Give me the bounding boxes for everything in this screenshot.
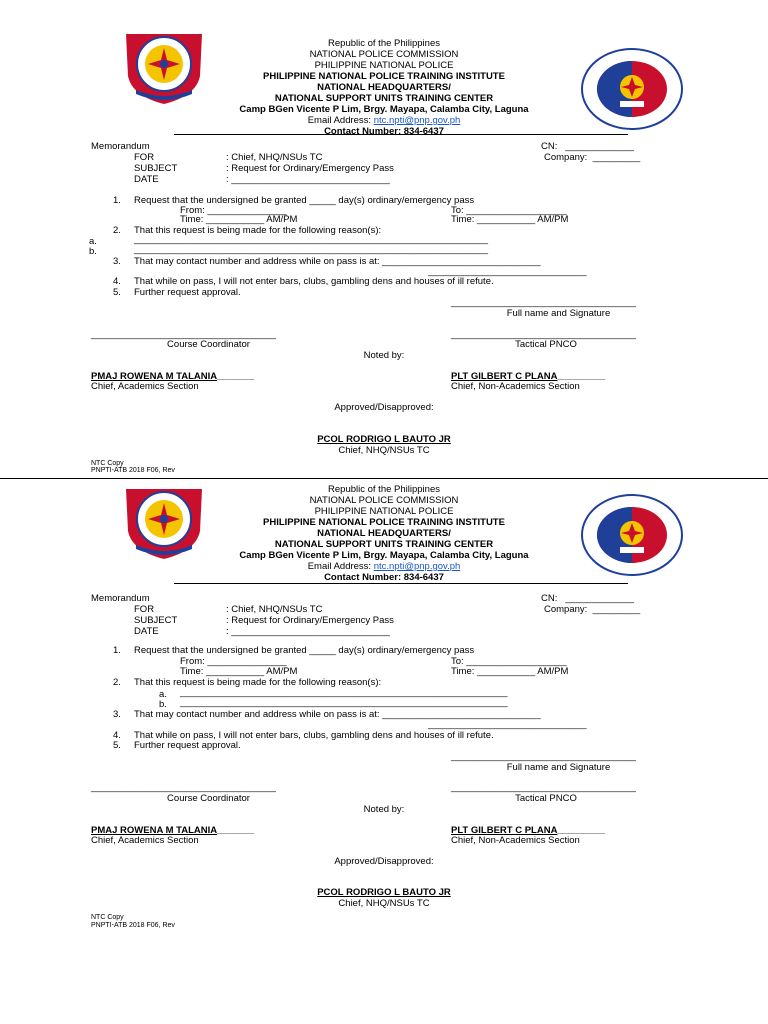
item-5-number: 5. xyxy=(113,287,121,298)
form-copy-1 xyxy=(0,0,768,454)
footer-code-2: PNPTI-ATB 2018 F06, Rev xyxy=(91,922,175,929)
from-field: From: _______________ xyxy=(180,656,287,667)
academics-chief-name: PMAJ ROWENA M TALANIA_______ xyxy=(91,825,255,836)
reason-b-line: ___________________________________________________________________ xyxy=(134,244,488,255)
memo-subject-label: SUBJECT xyxy=(134,615,178,626)
item-5-text: Further request approval. xyxy=(134,740,241,751)
item-1-text: Request that the undersigned be granted _____ day(s) ordinary/emergency pass xyxy=(134,645,475,656)
reason-b-label: b. xyxy=(159,699,167,710)
non-academics-chief-title: Chief, Non-Academics Section xyxy=(451,835,580,846)
reason-a-line: ___________________________________________________________________ xyxy=(134,234,488,245)
memo-for-value: : Chief, NHQ/NSUs TC xyxy=(226,604,323,615)
memo-subject-label: SUBJECT xyxy=(134,163,178,174)
footer-copy-1: NTC Copy xyxy=(91,460,124,467)
header-nsutc: NATIONAL SUPPORT UNITS TRAINING CENTER xyxy=(274,93,494,104)
applicant-signature-label: Full name and Signature xyxy=(506,762,611,773)
item-3-number: 3. xyxy=(113,256,121,267)
memo-for-label: FOR xyxy=(134,152,155,163)
header-pnpti: PHILIPPINE NATIONAL POLICE TRAINING INSTITUTE xyxy=(263,71,505,82)
time-to-field: Time: ___________ AM/PM xyxy=(451,214,569,225)
header-nhq: NATIONAL HEADQUARTERS/ xyxy=(317,82,451,93)
header-republic: Republic of the Philippines xyxy=(328,38,440,49)
email-link[interactable]: ntc.npti@pnp.gov.ph xyxy=(373,561,461,572)
item-1-number: 1. xyxy=(113,195,121,206)
approved-disapproved: Approved/Disapproved: xyxy=(334,402,434,413)
to-field: To: ___________________ xyxy=(451,205,567,216)
reason-b-line: ______________________________________________________________ xyxy=(180,697,508,708)
header-contact: Contact Number: 834-6437 xyxy=(324,572,444,583)
academics-chief-name: PMAJ ROWENA M TALANIA_______ xyxy=(91,371,255,382)
footer-code-1: PNPTI-ATB 2018 F06, Rev xyxy=(91,467,175,474)
reason-b-label: b. xyxy=(89,246,97,257)
item-1-text: Request that the undersigned be granted _____ day(s) ordinary/emergency pass xyxy=(134,195,475,206)
pnco-label: Tactical PNCO xyxy=(515,793,577,804)
item-3-continuation: ______________________________ xyxy=(428,266,587,277)
cn-field: CN: _____________ xyxy=(541,593,634,604)
header-address: Camp BGen Vicente P Lim, Brgy. Mayapa, Calamba City, Laguna xyxy=(239,104,529,115)
item-3-text: That may contact number and address while on pass is at: ______________________________ xyxy=(134,256,541,267)
non-academics-chief-name: PLT GILBERT C PLANA_________ xyxy=(451,825,605,836)
item-3-text: That may contact number and address while on pass is at: ______________________________ xyxy=(134,709,541,720)
item-2-number: 2. xyxy=(113,225,121,236)
memo-title: Memorandum xyxy=(91,593,150,604)
reason-a-label: a. xyxy=(159,689,167,700)
header-pnp: PHILIPPINE NATIONAL POLICE xyxy=(314,506,454,517)
pnco-label: Tactical PNCO xyxy=(515,339,577,350)
pnco-signature-line: ___________________________________ xyxy=(451,329,636,340)
item-5-number: 5. xyxy=(113,740,121,751)
item-3-number: 3. xyxy=(113,709,121,720)
noted-by: Noted by: xyxy=(363,350,405,361)
header-email: Email Address: ntc.npti@pnp.gov.ph xyxy=(307,115,461,126)
memo-title: Memorandum xyxy=(91,141,150,152)
header-contact: Contact Number: 834-6437 xyxy=(324,126,444,137)
pnco-signature-line: ___________________________________ xyxy=(451,782,636,793)
memo-date-value: : ______________________________ xyxy=(226,626,390,637)
memo-subject-value: : Request for Ordinary/Emergency Pass xyxy=(226,163,394,174)
item-4-number: 4. xyxy=(113,276,121,287)
chief-name: PCOL RODRIGO L BAUTO JR xyxy=(317,434,451,445)
header-napolcom: NATIONAL POLICE COMMISSION xyxy=(309,495,459,506)
item-4-text: That while on pass, I will not enter bars, clubs, gambling dens and houses of ill refute. xyxy=(134,730,494,741)
email-link[interactable]: ntc.npti@pnp.gov.ph xyxy=(373,115,461,126)
header-nhq: NATIONAL HEADQUARTERS/ xyxy=(317,528,451,539)
non-academics-chief-name: PLT GILBERT C PLANA_________ xyxy=(451,371,605,382)
from-field: From: _______________ xyxy=(180,205,287,216)
company-field: Company: _________ xyxy=(544,152,641,163)
chief-name: PCOL RODRIGO L BAUTO JR xyxy=(317,887,451,898)
reason-a-line: ______________________________________________________________ xyxy=(180,687,508,698)
item-2-number: 2. xyxy=(113,677,121,688)
memo-for-label: FOR xyxy=(134,604,155,615)
coordinator-label: Course Coordinator xyxy=(167,793,250,804)
header-rule xyxy=(174,134,628,135)
header-email: Email Address: ntc.npti@pnp.gov.ph xyxy=(307,561,461,572)
header-republic: Republic of the Philippines xyxy=(328,484,440,495)
item-2-text: That this request is being made for the following reason(s): xyxy=(134,677,382,688)
item-2-text: That this request is being made for the following reason(s): xyxy=(134,225,382,236)
footer-copy-2: NTC Copy xyxy=(91,914,124,921)
item-3-continuation: ______________________________ xyxy=(428,719,587,730)
chief-title: Chief, NHQ/NSUs TC xyxy=(338,898,430,909)
company-field: Company: _________ xyxy=(544,604,641,615)
applicant-signature-line: ___________________________________ xyxy=(451,297,636,308)
time-from-field: Time: ___________ AM/PM xyxy=(180,214,298,225)
approved-disapproved: Approved/Disapproved: xyxy=(334,856,434,867)
to-field: To: ___________________ xyxy=(451,656,567,667)
applicant-signature-line: ___________________________________ xyxy=(451,751,636,762)
coordinator-label: Course Coordinator xyxy=(167,339,250,350)
cn-field: CN: _____________ xyxy=(541,141,634,152)
memo-subject-value: : Request for Ordinary/Emergency Pass xyxy=(226,615,394,626)
chief-title: Chief, NHQ/NSUs TC xyxy=(338,445,430,456)
form-copy-2 xyxy=(0,455,768,909)
time-from-field: Time: ___________ AM/PM xyxy=(180,666,298,677)
memo-date-value: : ______________________________ xyxy=(226,174,390,185)
memo-date-label: DATE xyxy=(134,626,159,637)
item-4-number: 4. xyxy=(113,730,121,741)
coordinator-signature-line: ___________________________________ xyxy=(91,329,276,340)
item-5-text: Further request approval. xyxy=(134,287,241,298)
academics-chief-title: Chief, Academics Section xyxy=(91,835,199,846)
academics-chief-title: Chief, Academics Section xyxy=(91,381,199,392)
item-1-number: 1. xyxy=(113,645,121,656)
memo-for-value: : Chief, NHQ/NSUs TC xyxy=(226,152,323,163)
reason-a-label: a. xyxy=(89,236,97,247)
header-rule xyxy=(174,583,628,584)
header-pnpti: PHILIPPINE NATIONAL POLICE TRAINING INSTITUTE xyxy=(263,517,505,528)
coordinator-signature-line: ___________________________________ xyxy=(91,782,276,793)
applicant-signature-label: Full name and Signature xyxy=(506,308,611,319)
header-address: Camp BGen Vicente P Lim, Brgy. Mayapa, Calamba City, Laguna xyxy=(239,550,529,561)
item-4-text: That while on pass, I will not enter bars, clubs, gambling dens and houses of ill refute. xyxy=(134,276,494,287)
header-pnp: PHILIPPINE NATIONAL POLICE xyxy=(314,60,454,71)
memo-date-label: DATE xyxy=(134,174,159,185)
noted-by: Noted by: xyxy=(363,804,405,815)
non-academics-chief-title: Chief, Non-Academics Section xyxy=(451,381,580,392)
header-nsutc: NATIONAL SUPPORT UNITS TRAINING CENTER xyxy=(274,539,494,550)
header-napolcom: NATIONAL POLICE COMMISSION xyxy=(309,49,459,60)
time-to-field: Time: ___________ AM/PM xyxy=(451,666,569,677)
